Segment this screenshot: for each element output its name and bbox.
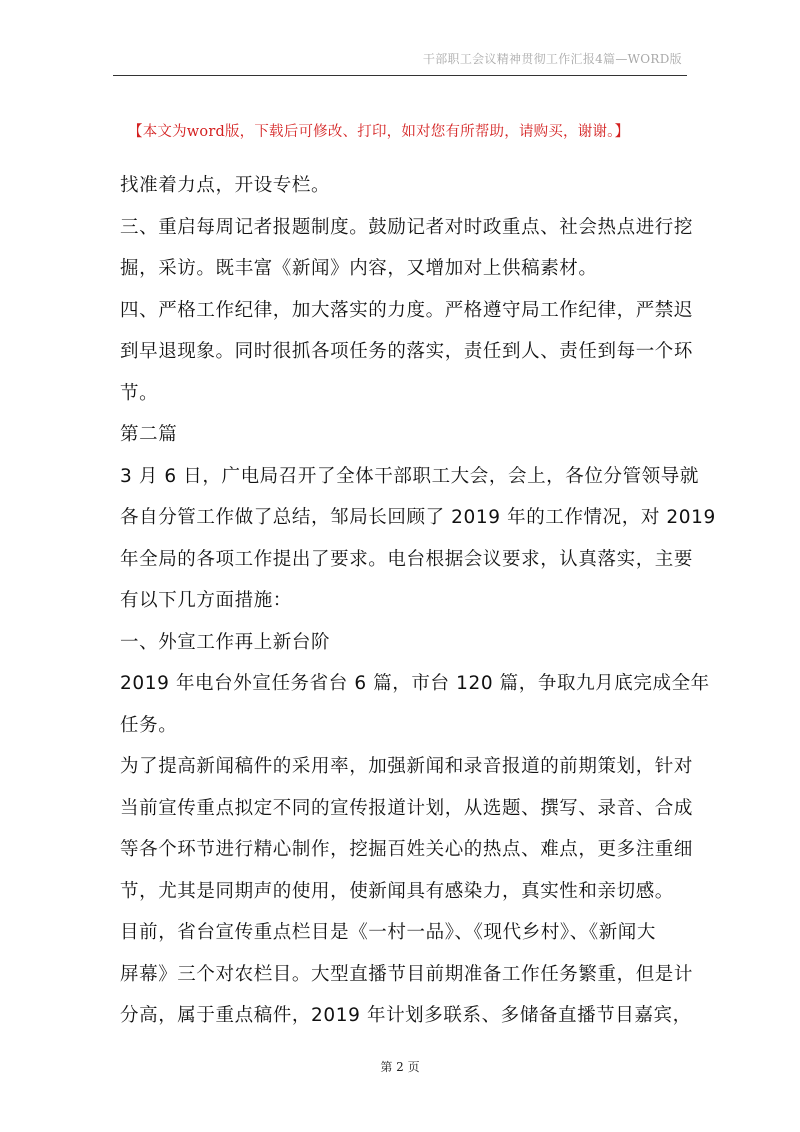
running-header: 干部职工会议精神贯彻工作汇报4篇—WORD版 (422, 52, 682, 66)
body-line: 年全局的各项工作提出了要求。电台根据会议要求，认真落实，主要 (120, 548, 694, 570)
body-line: 等各个环节进行精心制作，挖掘百姓关心的热点、难点，更多注重细 (120, 839, 694, 860)
body-line: 到早退现象。同时很抓各项任务的落实，责任到人、责任到每一个环 (120, 341, 694, 362)
body-line: 2019 年电台外宣任务省台 6 篇，市台 120 篇，争取九月底完成全年 (120, 673, 710, 694)
header-rule (113, 75, 687, 76)
body-line: 节，尤其是同期声的使用，使新闻具有感染力，真实性和亲切感。 (120, 880, 674, 902)
body-line: 目前，省台宣传重点栏目是《一村一品》、《现代乡村》、《新闻大 (120, 922, 657, 943)
body-line: 当前宣传重点拟定不同的宣传报道计划，从选题、撰写、录音、合成 (120, 797, 694, 819)
body-line: 三、重启每周记者报题制度。鼓励记者对时政重点、社会热点进行挖 (120, 216, 694, 238)
body-line: 为了提高新闻稿件的采用率，加强新闻和录音报道的前期策划，针对 (120, 756, 694, 777)
section-heading: 第二篇 (120, 424, 178, 445)
body-line: 任务。 (120, 714, 178, 736)
body-line: 节。 (120, 382, 159, 404)
body-line: 各自分管工作做了总结，邹局长回顾了 2019 年的工作情况，对 2019 (120, 507, 716, 528)
purchase-notice: 【本文为word版，下载后可修改、打印，如对您有所帮助，请购买，谢谢。】 (128, 124, 630, 140)
body-line: 3 月 6 日，广电局召开了全体干部职工大会，会上，各位分管领导就 (120, 465, 699, 487)
body-line: 屏幕》三个对农栏目。大型直播节目前期准备工作任务繁重，但是计 (120, 963, 694, 985)
body-line: 掘，采访。既丰富《新闻》内容，又增加对上供稿素材。 (120, 258, 598, 279)
subsection-heading: 一、外宣工作再上新台阶 (120, 631, 331, 653)
document-body (120, 165, 716, 1037)
page-number: 第 2 页 (380, 1060, 420, 1074)
body-line: 有以下几方面措施： (120, 590, 292, 611)
body-line: 分高，属于重点稿件，2019 年计划多联系、多储备直播节目嘉宾， (120, 1005, 692, 1026)
body-line: 找准着力点，开设专栏。 (120, 175, 331, 196)
body-line: 四、严格工作纪律，加大落实的力度。严格遵守局工作纪律，严禁迟 (120, 299, 694, 321)
